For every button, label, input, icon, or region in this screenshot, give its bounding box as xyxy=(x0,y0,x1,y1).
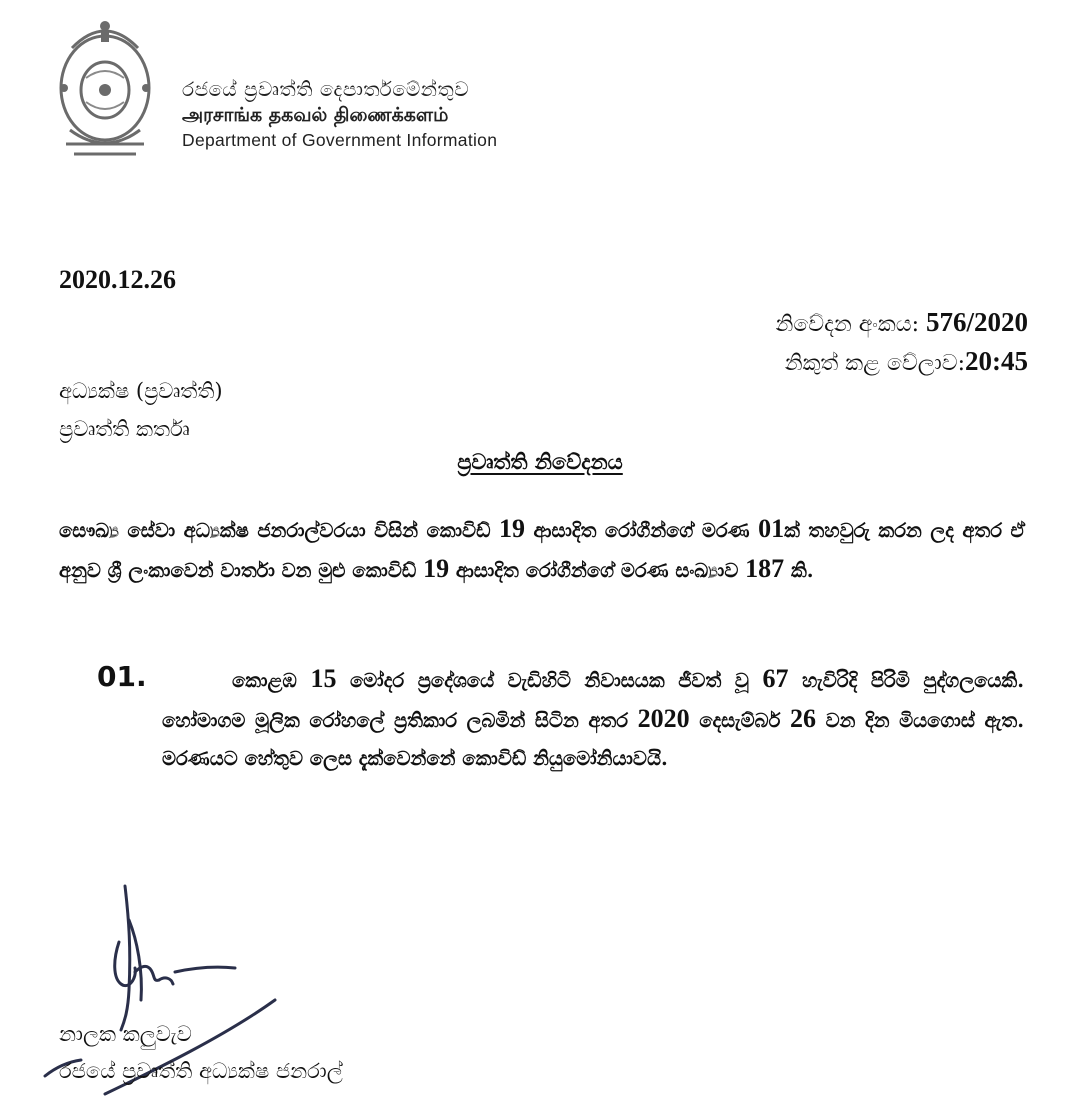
item-number-2: 67 xyxy=(762,664,789,693)
document-title: ප්‍රවෘත්ති නිවේදනය xyxy=(457,449,623,474)
department-name-sinhala: රජයේ ප්‍රවෘත්ති දෙපාර්තමේන්තුව xyxy=(182,77,470,101)
reference-block xyxy=(775,304,1028,382)
government-emblem-icon xyxy=(52,18,158,164)
signer-block xyxy=(59,1016,343,1090)
release-date: 2020.12.26 xyxy=(59,265,176,294)
department-name-tamil: அரசாங்க தகவல் திணைக்களம் xyxy=(182,104,449,126)
item-text-4: දෙසැම්බර් xyxy=(689,709,790,732)
department-name-english: Department of Government Information xyxy=(182,130,498,150)
intro-text-1: සෞඛ්‍ය සේවා අධ්‍යක්ෂ ජනරාල්වරයා විසින් කොවිඩ් xyxy=(59,519,500,542)
addressee-line-2: ප්‍රවෘත්ති කර්තෘ xyxy=(59,417,190,441)
item-text-2: මෝදර ප්‍රදේශයේ වැඩිහිටි නිවාසයක ජීවත් වූ xyxy=(336,669,763,692)
intro-text-3: ක් තහවුරු කරන ලද අතර ඒ අනුව ශ්‍රී ලංකාවෙන් වාර්තා වන මුළු කොවිඩ් xyxy=(59,519,1026,582)
item-text xyxy=(162,660,1024,778)
intro-number-2: 01 xyxy=(758,514,785,543)
intro-number-1: 19 xyxy=(499,514,526,543)
issue-time-line xyxy=(775,343,1028,382)
item-text-5: වන දින මියගොස් ඇත. මරණයට හේතුව ලෙස දැක්වෙන්නේ කොවිඩ් නියුමෝනියාවයි. xyxy=(162,709,1024,770)
intro-text-4: ආසාදිත රෝගීන්ගේ මරණ සංඛ්‍යාව xyxy=(449,559,746,582)
intro-number-4: 187 xyxy=(745,554,785,583)
item-text-1: කොළඹ xyxy=(232,669,311,692)
signer-name: නාලක කලුවැව xyxy=(59,1022,192,1046)
issue-time-label: නිකුත් කළ වේලාව: xyxy=(784,351,965,376)
addressee-block xyxy=(59,372,223,448)
department-name-block xyxy=(182,76,497,152)
addressee-line-1: අධ්‍යක්ෂ (ප්‍රවෘත්ති) xyxy=(59,379,223,403)
item-text-3: හැවිරිදි පිරිමි පුද්ගලයෙකි. හෝමාගම මූලික රෝහලේ ප්‍රතිකාර ලබමින් සිටින අතර xyxy=(162,669,1025,732)
item-number-4: 26 xyxy=(789,704,816,733)
intro-paragraph xyxy=(59,510,1025,590)
intro-text-2: ආසාදිත රෝගීන්ගේ මරණ xyxy=(525,519,759,542)
issue-time-value: 20:45 xyxy=(965,346,1028,376)
reference-label: නිවේදන අංකය: xyxy=(775,312,926,337)
intro-number-3: 19 xyxy=(423,554,450,583)
item-number: 01. xyxy=(97,660,147,693)
reference-number: 576/2020 xyxy=(925,307,1028,337)
reference-number-line xyxy=(775,304,1028,343)
item-number-1: 15 xyxy=(310,664,337,693)
signer-title: රජයේ ප්‍රවෘත්ති අධ්‍යක්ෂ ජනරාල් xyxy=(59,1059,343,1083)
item-number-3: 2020 xyxy=(637,704,690,733)
intro-text-5: කි. xyxy=(784,559,814,582)
